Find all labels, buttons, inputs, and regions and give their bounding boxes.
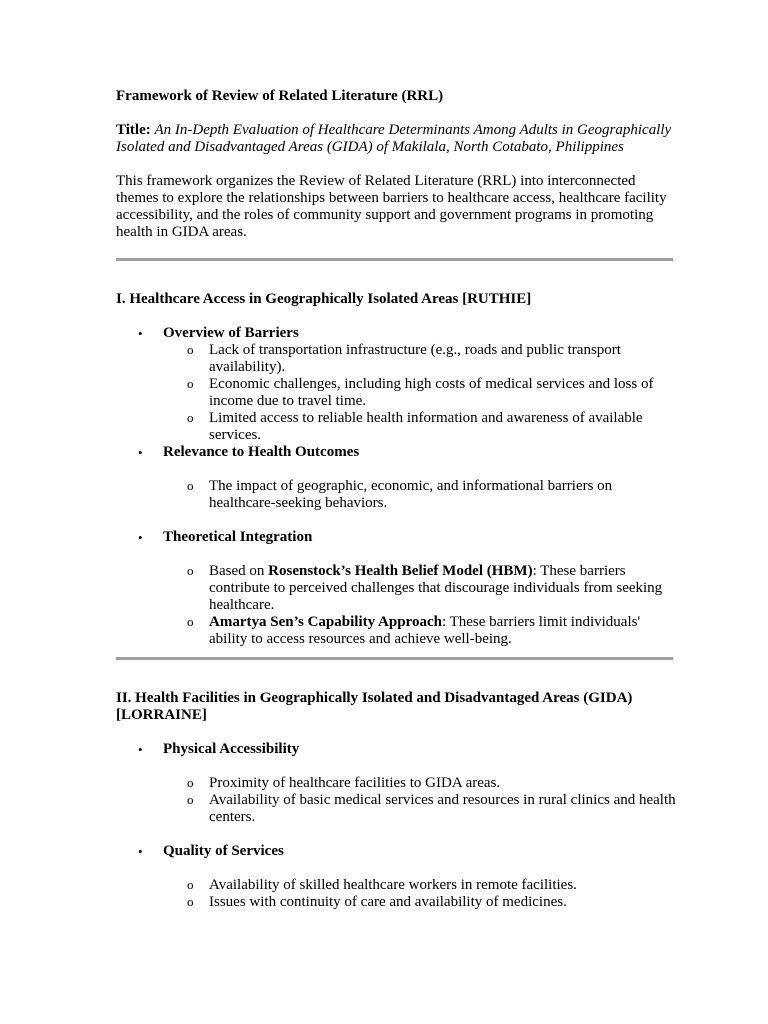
bullet-circle: o <box>187 563 194 578</box>
topic-heading-theory: Theoretical Integration <box>163 529 313 545</box>
section-divider <box>116 657 673 660</box>
item-text: Issues with continuity of care and availability of medicines. <box>209 894 567 910</box>
bullet-circle: o <box>187 478 194 493</box>
list-item <box>163 376 676 410</box>
item-text: Availability of skilled healthcare workers in remote facilities. <box>209 877 577 893</box>
bullet-circle: o <box>187 342 194 357</box>
bullet-circle: o <box>187 792 194 807</box>
bullet-circle: o <box>187 775 194 790</box>
item-text-bold: Amartya Sen’s Capability Approach <box>209 614 442 630</box>
bullet-circle: o <box>187 877 194 892</box>
bullet-circle: o <box>187 376 194 391</box>
document-title: Framework of Review of Related Literature (RRL) <box>116 88 444 104</box>
list-item <box>163 792 676 826</box>
bullet-circle: o <box>187 614 194 629</box>
list-item <box>116 741 676 843</box>
intro-paragraph: This framework organizes the Review of Related Literature (RRL) into interconnected themes to explore the relationships between barriers to healthcare access, healthcare facility accessibility, and the roles of community support and government programs in promoting health in GIDA areas. <box>116 173 667 240</box>
item-text-post: : These barriers contribute to perceived challenges that discourage individuals from seeking healthcare. <box>209 563 663 613</box>
list-item <box>116 529 676 648</box>
list-item <box>163 614 676 648</box>
section-heading-2: II. Health Facilities in Geographically Isolated and Disadvantaged Areas (GIDA) [LORRAINE] <box>116 690 633 723</box>
bullet-dot: • <box>138 530 143 545</box>
list-item <box>163 877 676 894</box>
item-text-pre: Based on <box>209 563 269 579</box>
bullet-circle: o <box>187 894 194 909</box>
item-text: Economic challenges, including high costs of medical services and loss of income due to travel time. <box>209 376 654 409</box>
item-text: Lack of transportation infrastructure (e.g., roads and public transport availability). <box>209 342 621 375</box>
section-heading-1: I. Healthcare Access in Geographically Isolated Areas [RUTHIE] <box>116 291 532 307</box>
quality-sublist <box>163 877 676 911</box>
relevance-sublist <box>163 478 676 512</box>
list-item <box>116 843 676 911</box>
topic-heading-overview: Overview of Barriers <box>163 325 299 341</box>
item-text: Limited access to reliable health information and awareness of available services. <box>209 410 643 443</box>
research-title-value: An In-Depth Evaluation of Healthcare Determinants Among Adults in Geographically Isolated and Disadvantaged Areas (GIDA) of Makilala, North Cotabato, Philippines <box>116 122 672 155</box>
list-item <box>163 563 676 614</box>
list-item <box>116 444 676 529</box>
item-text-post: : These barriers limit individuals' ability to access resources and achieve well-being. <box>209 614 641 647</box>
research-title <box>116 122 676 156</box>
item-text: Availability of basic medical services and resources in rural clinics and health centers. <box>209 792 676 825</box>
item-text: The impact of geographic, economic, and informational barriers on healthcare-seeking behaviors. <box>209 478 613 511</box>
section-divider <box>116 258 673 261</box>
overview-sublist <box>163 342 676 444</box>
bullet-dot: • <box>138 844 143 859</box>
bullet-dot: • <box>138 742 143 757</box>
document-body <box>116 88 676 911</box>
item-text: Proximity of healthcare facilities to GIDA areas. <box>209 775 501 791</box>
topic-heading-relevance: Relevance to Health Outcomes <box>163 444 360 460</box>
list-item <box>163 775 676 792</box>
bullet-circle: o <box>187 410 194 425</box>
list-item <box>163 410 676 444</box>
list-item <box>116 325 676 444</box>
research-title-label: Title: <box>116 122 151 138</box>
list-item <box>163 894 676 911</box>
topic-heading-quality: Quality of Services <box>163 843 284 859</box>
list-item <box>163 478 676 512</box>
item-text-bold: Rosenstock’s Health Belief Model (HBM) <box>268 563 533 579</box>
theory-sublist <box>163 563 676 648</box>
bullet-dot: • <box>138 445 143 460</box>
section-2-list <box>116 741 676 911</box>
topic-heading-physical: Physical Accessibility <box>163 741 300 757</box>
section-1-list <box>116 325 676 648</box>
bullet-dot: • <box>138 326 143 341</box>
physical-sublist <box>163 775 676 826</box>
list-item <box>163 342 676 376</box>
